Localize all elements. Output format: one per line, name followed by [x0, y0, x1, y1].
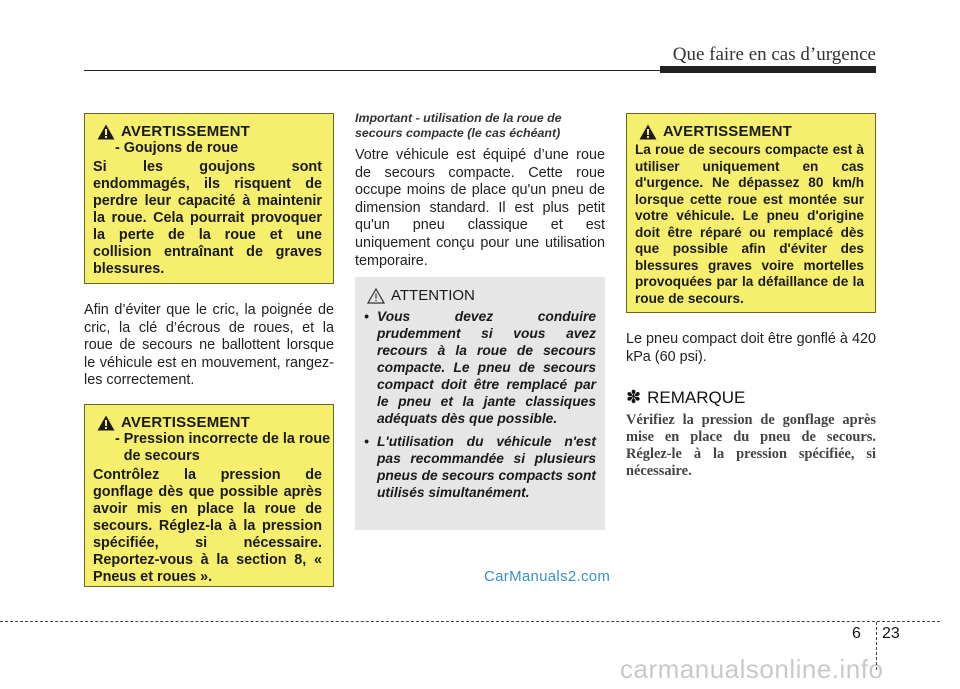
chapter-title: Que faire en cas d’urgence [672, 44, 876, 65]
remark-body: Vérifiez la pression de gonflage après mise en place du pneu de secours. Réglez-le à la pression spécifiée, si nécessaire. [626, 412, 876, 479]
warning-header [97, 414, 333, 431]
paragraph-jack-storage: Afin d’éviter que le cric, la poignée de cric, la clé d’écrous de roues, et la roue de secours ne ballottent lorsque le véhicule est en mouvement, rangez-les correctement. [84, 302, 334, 389]
warning-triangle-icon [97, 124, 115, 140]
warning-subtitle [115, 431, 333, 465]
warning-box-pressure [84, 404, 334, 587]
footer-divider [876, 622, 877, 670]
warning-body: Contrôlez la pression de gonflage dès que possible après avoir mis en place la roue de secours. Réglez-la à la pression spécifiée, si nécessaire. Reportez-vous à la section 8, « Pneus et roues ». [93, 467, 322, 585]
warning-box-compact-spare [626, 113, 876, 313]
remark-title: REMARQUE [647, 387, 746, 407]
warning-header [639, 123, 875, 140]
warning-triangle-icon [97, 415, 115, 431]
header-rule [84, 70, 660, 71]
warning-title: AVERTISSEMENT [121, 123, 251, 140]
page-number: 23 [882, 625, 900, 642]
attention-title: ATTENTION [391, 287, 475, 304]
caution-triangle-icon [367, 288, 385, 304]
remark-star-icon: ✽ [626, 387, 642, 407]
warning-body: La roue de secours compacte est à utiliser uniquement en cas d'urgence. Ne dépassez 80 km/h lorsque cette roue est montée sur votre véhicule. Le pneu d'origine doit être réparé ou remplacé dès que possible afin d'éviter des blessures graves voire mortelles provoquées par la défaillance de la roue de secours. [635, 142, 864, 306]
page-chapter-number: 6 [852, 625, 861, 642]
attention-item-text: L'utilisation du véhicule n'est pas recommandée si plusieurs pneus de secours compacts sont utilisés simultanément. [377, 434, 596, 500]
footer-rule [0, 621, 940, 622]
watermark-online: carmanualsonline.info [620, 654, 884, 684]
warning-body: Si les goujons sont endommagés, ils risquent de perdre leur capacité à maintenir la roue. Cela pourrait provoquer la perte de la roue et une collision entraînant de graves blessures. [93, 159, 322, 277]
warning-header [97, 123, 333, 140]
attention-item: • Vous devez conduire prudemment si vous avez recours à la roue de secours compacte. Le pneu de secours compact doit être remplacé par le pneu et la jante classiques adéquats dès que possible. [364, 309, 596, 426]
attention-box [355, 277, 605, 530]
attention-header [367, 287, 605, 304]
attention-item-text: Vous devez conduire prudemment si vous avez recours à la roue de secours compacte. Le pneu de secours compact doit être remplacé par le pneu et la jante classiques adéquats dès que possible. [377, 309, 596, 426]
attention-item: • L'utilisation du véhicule n'est pas recommandée si plusieurs pneus de secours compacts sont utilisés simultanément. [364, 434, 596, 500]
watermark-carmanuals[interactable]: CarManuals2.com [484, 568, 611, 585]
header-rule-thick [660, 66, 876, 73]
attention-list [355, 308, 605, 501]
subtitle-text: Pression incorrecte de la roue de secours [123, 431, 331, 464]
important-heading: Important - utilisation de la roue de secours compacte (le cas échéant) [355, 111, 562, 140]
paragraph-inflation: Le pneu compact doit être gonflé à 420 kPa (60 psi). [626, 331, 876, 365]
warning-subtitle: - Goujons de roue [115, 140, 239, 156]
warning-box-lug-nuts [84, 113, 334, 284]
remark-heading [626, 387, 745, 408]
subtitle-dash: - [115, 431, 120, 447]
warning-title: AVERTISSEMENT [663, 123, 793, 140]
paragraph-compact-spare: Votre véhicule est équipé d’une roue de secours compacte. Cette roue occupe moins de place qu'un pneu de dimension standard. Il est plus petit qu'un pneu classique et est uniquement conçu pour une utilisation temporaire. [355, 147, 605, 269]
warning-triangle-icon [639, 124, 657, 140]
warning-title: AVERTISSEMENT [121, 414, 251, 431]
